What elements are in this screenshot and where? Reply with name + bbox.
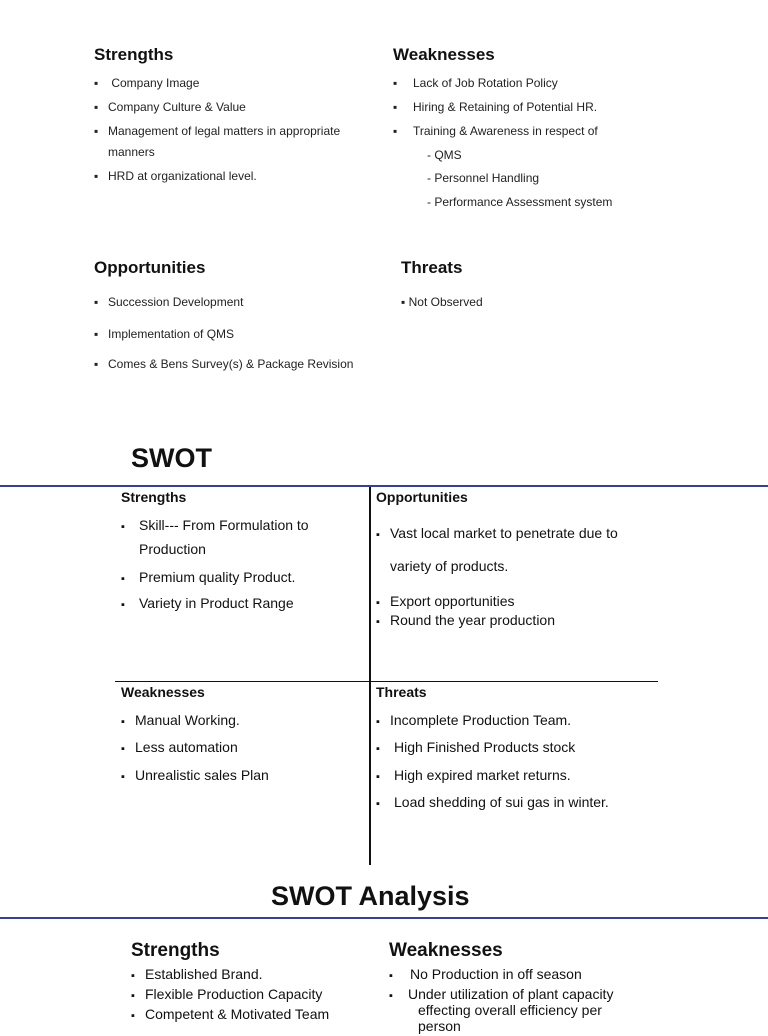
s3-title-rule xyxy=(0,917,768,919)
s2-threats-item: ▪ Incomplete Production Team. xyxy=(376,712,572,728)
s1-threats-item: ▪ Not Observed xyxy=(401,295,483,309)
s2-threats-item: ▪ Load shedding of sui gas in winter. xyxy=(376,794,609,810)
s1-opportunities-heading: Opportunities xyxy=(94,258,206,277)
s2-strengths-item-cont: Production xyxy=(139,541,206,557)
s3-weaknesses-heading: Weaknesses xyxy=(389,940,503,961)
s1-weaknesses-heading: Weaknesses xyxy=(393,45,495,64)
s1-weaknesses-item: ▪ Training & Awareness in respect of xyxy=(393,124,598,138)
s2-weaknesses-item: ▪ Unrealistic sales Plan xyxy=(121,767,269,783)
s1-strengths-item-cont: manners xyxy=(108,145,155,159)
s3-strengths-item: ▪ Competent & Motivated Team xyxy=(131,1006,330,1022)
s2-grid-horizontal-divider xyxy=(115,681,658,682)
s2-strengths-item: ▪ Premium quality Product. xyxy=(121,569,296,585)
s1-weaknesses-subitem: - Personnel Handling xyxy=(427,171,540,185)
s2-threats-item: ▪ High expired market returns. xyxy=(376,767,571,783)
s2-opportunities-heading: Opportunities xyxy=(376,489,468,505)
s2-weaknesses-item: ▪ Less automation xyxy=(121,739,238,755)
s2-opportunities-item: ▪ Vast local market to penetrate due to xyxy=(376,525,618,541)
s1-strengths-item: ▪ Management of legal matters in appropriate xyxy=(94,124,341,138)
s3-strengths-item: ▪ Established Brand. xyxy=(131,966,263,982)
s2-opportunities-item: ▪ Export opportunities xyxy=(376,593,515,609)
s1-weaknesses-subitem: - QMS xyxy=(427,148,462,162)
s1-weaknesses-item: ▪ Lack of Job Rotation Policy xyxy=(393,76,558,90)
s1-opportunities-item: ▪ Implementation of QMS xyxy=(94,327,235,341)
s1-opportunities-item: ▪ Succession Development xyxy=(94,295,244,309)
s2-title-rule xyxy=(0,485,768,487)
s2-strengths-item: ▪ Variety in Product Range xyxy=(121,595,294,611)
s1-weaknesses-subitem: - Performance Assessment system xyxy=(427,195,613,209)
s2-opportunities-item-cont: variety of products. xyxy=(390,558,509,574)
s2-weaknesses-heading: Weaknesses xyxy=(121,684,205,700)
s1-strengths-item: ▪ Company Image xyxy=(94,76,200,90)
s1-strengths-heading: Strengths xyxy=(94,45,174,64)
s1-strengths-item: ▪ Company Culture & Value xyxy=(94,100,246,114)
s2-threats-heading: Threats xyxy=(376,684,427,700)
s3-title: SWOT Analysis xyxy=(271,881,470,911)
s2-strengths-item: ▪ Skill--- From Formulation to xyxy=(121,517,309,533)
s1-opportunities-item: ▪ Comes & Bens Survey(s) & Package Revision xyxy=(94,357,354,371)
s2-grid-vertical-divider xyxy=(369,487,371,865)
s3-weaknesses-item-cont: person xyxy=(418,1018,461,1034)
s3-weaknesses-item: ▪ Under utilization of plant capacity xyxy=(389,986,614,1002)
s3-weaknesses-item: ▪ No Production in off season xyxy=(389,966,582,982)
s2-strengths-heading: Strengths xyxy=(121,489,187,505)
s3-strengths-heading: Strengths xyxy=(131,940,220,961)
s2-opportunities-item: ▪ Round the year production xyxy=(376,612,555,628)
s2-title: SWOT xyxy=(131,443,212,473)
s2-weaknesses-item: ▪ Manual Working. xyxy=(121,712,240,728)
s3-weaknesses-item-cont: effecting overall efficiency per xyxy=(418,1002,602,1018)
s2-threats-item: ▪ High Finished Products stock xyxy=(376,739,576,755)
s1-strengths-item: ▪ HRD at organizational level. xyxy=(94,169,257,183)
s3-strengths-item: ▪ Flexible Production Capacity xyxy=(131,986,323,1002)
s1-weaknesses-item: ▪ Hiring & Retaining of Potential HR. xyxy=(393,100,598,114)
s1-threats-heading: Threats xyxy=(401,258,463,277)
